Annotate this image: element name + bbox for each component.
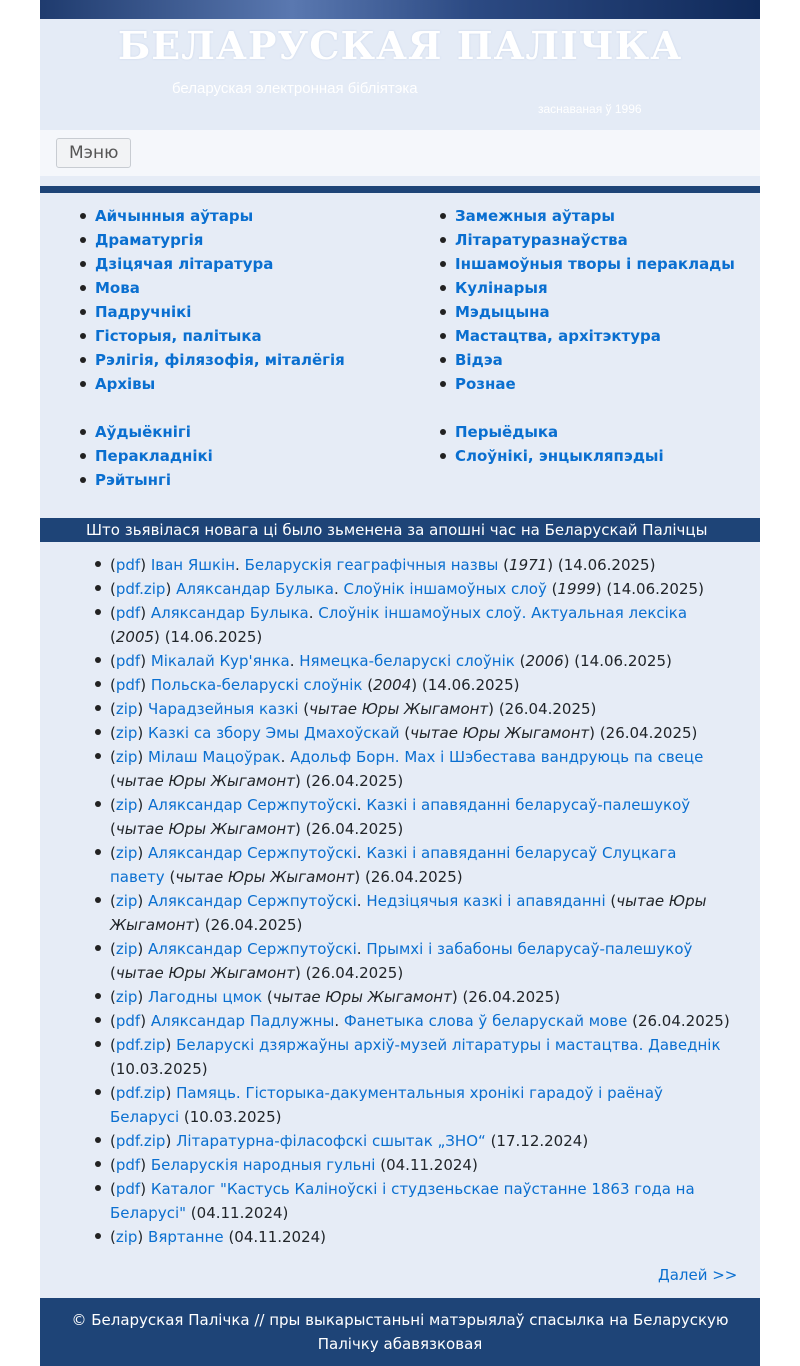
news-item: (pdf.zip) Аляксандар Булыка. Слоўнік іншамоўных слоў (1999) (14.06.2025) [110,577,735,601]
category-item [95,229,345,253]
update-date: (10.03.2025) [183,1108,282,1126]
news-item: (zip) Аляксандар Сержпутоўскі. Прымхі і забабоны беларусаў-палешукоў (чытае Юры Жыгамонт) (26.04.2025) [110,937,735,985]
category-item [455,253,735,277]
publication-year: 2005 [115,628,155,646]
update-date: (14.06.2025) [557,556,656,574]
category-list-left [95,205,345,397]
title-link[interactable]: Лагодны цмок [148,988,263,1006]
title-link[interactable]: Каталог "Кастусь Каліноўскі і студзеньскае паўстанне 1863 года на Беларусі" [110,1180,695,1222]
publication-year: 1999 [557,580,596,598]
category-item [95,469,213,493]
news-item: (pdf.zip) Памяць. Гісторыка-дакументальныя хронікі гарадоў і раёнаў Беларусі (10.03.2025) [110,1081,735,1129]
publication-year: 1971 [509,556,548,574]
author-link[interactable]: Мілаш Мацоўрак [148,748,281,766]
category-item [95,277,345,301]
news-item: (zip) Казкі са зборy Эмы Дмахоўскай (чытае Юры Жыгамонт) (26.04.2025) [110,721,735,745]
author-link[interactable]: Аляксандар Сержпутоўскі [148,796,357,814]
update-date: (26.04.2025) [305,820,404,838]
format-link[interactable]: pdf.zip [115,1036,166,1054]
title-link[interactable]: Казкі і апавяданні беларусаў Слуцкага павету [110,844,677,886]
title-link[interactable]: Чарадзейныя казкі [148,700,299,718]
news-heading: Што зьявілася новага ці было зьменена за апошні час на Беларускай Палічцы [86,521,708,539]
category-item [455,349,735,373]
reader-credit: чытае Юры Жыгамонт [272,988,452,1006]
category-item [95,205,345,229]
update-date: (26.04.2025) [365,868,463,886]
news-item: (pdf) Іван Яшкін. Беларускія геаграфічныя назвы (1971) (14.06.2025) [110,553,735,577]
format-link[interactable]: zip [115,724,138,742]
news-item: (pdf) Аляксандар Падлужны. Фанетыка слова ў беларускай мове (26.04.2025) [110,1009,735,1033]
category-item [95,445,213,469]
footer [40,1298,760,1366]
category-link[interactable]: Падручнікі [95,303,192,321]
update-date: (26.04.2025) [462,988,561,1006]
menu-button[interactable]: Мэню [56,138,131,168]
title-link[interactable]: Нямецка-беларускі слоўнік [299,652,515,670]
author-link[interactable]: Аляксандар Булыка [150,604,309,622]
update-date: (26.04.2025) [498,700,597,718]
category-link[interactable]: Літаратуразнаўства [455,231,628,249]
category-item [455,421,664,445]
title-link[interactable]: Памяць. Гісторыка-дакументальныя хронікі гарадоў і раёнаў Беларусі [110,1084,663,1126]
title-link[interactable]: Казкі і апавяданні беларусаў-палешукоў [366,796,691,814]
author-link[interactable]: Мікалай Кур'янка [150,652,290,670]
reader-credit: чытае Юры Жыгамонт [309,700,489,718]
category-link[interactable]: Іншамоўныя творы і пераклады [455,255,735,273]
news-item: (zip) Лагодны цмок (чытае Юры Жыгамонт) (26.04.2025) [110,985,735,1009]
category-link[interactable]: Рознае [455,375,516,393]
category-link[interactable]: Слоўнікі, энцыкляпэдыі [455,447,664,465]
category-link[interactable]: Перакладнікі [95,447,213,465]
category-list-left-extra [95,421,213,493]
category-link[interactable]: Гісторыя, палітыка [95,327,262,345]
title-link[interactable]: Казкі са зборy Эмы Дмахоўскай [148,724,400,742]
update-date: (10.03.2025) [110,1060,208,1078]
author-link[interactable]: Іван Яшкін [150,556,236,574]
title-link[interactable]: Беларускі дзяржаўны архіў-музей літаратуры і мастацтва. Даведнік [176,1036,721,1054]
update-date: (26.04.2025) [204,916,303,934]
category-link[interactable]: Кулінарыя [455,279,548,297]
news-item: (zip) Аляксандар Сержпутоўскі. Казкі і апавяданні беларусаў Слуцкага павету (чытае Юры Жыгамонт) (26.04.2025) [110,841,735,889]
title-link[interactable]: Літаратурна-філасофскі сшытак „ЗНО“ [176,1132,486,1150]
category-link[interactable]: Дзіцячая літаратура [95,255,274,273]
news-item: (pdf) Польска-беларускі слоўнік (2004) (14.06.2025) [110,673,735,697]
title-link[interactable]: Слоўнік іншамоўных слоў [343,580,547,598]
category-item [455,277,735,301]
update-date: (04.11.2024) [228,1228,327,1246]
title-link[interactable]: Прымхі і забабоны беларусаў-палешукоў [366,940,693,958]
title-link[interactable]: Вяртанне [148,1228,224,1246]
news-item: (zip) Аляксандар Сержпутоўскі. Недзіцячыя казкі і апавяданні (чытае Юры Жыгамонт) (26.04.2025) [110,889,735,937]
category-item [455,229,735,253]
news-item: (zip) Чарадзейныя казкі (чытае Юры Жыгамонт) (26.04.2025) [110,697,735,721]
news-heading-bar [40,518,760,542]
category-item [95,349,345,373]
page [40,0,760,1366]
update-date: (14.06.2025) [574,652,672,670]
update-date: (17.12.2024) [490,1132,589,1150]
news-list [110,553,735,1249]
category-link[interactable]: Мэдыцына [455,303,550,321]
category-link[interactable]: Замежныя аўтары [455,207,615,225]
category-link[interactable]: Мова [95,279,140,297]
news-item: (pdf) Беларускія народныя гульні (04.11.2024) [110,1153,735,1177]
format-link[interactable]: zip [115,1228,138,1246]
update-date: (04.11.2024) [190,1204,289,1222]
update-date: (14.06.2025) [421,676,520,694]
format-link[interactable]: pdf.zip [115,1132,166,1150]
author-link[interactable]: Аляксандар Сержпутоўскі [148,844,357,862]
reader-credit: чытае Юры Жыгамонт [115,820,295,838]
format-link[interactable]: pdf.zip [115,1084,166,1102]
reader-credit: чытае Юры Жыгамонт [115,772,295,790]
publication-year: 2004 [373,676,412,694]
update-date: (26.04.2025) [599,724,698,742]
author-link[interactable]: Аляксандар Сержпутоўскі [148,940,357,958]
title-link[interactable]: Слоўнік іншамоўных слоў. Актуальная лексіка [318,604,688,622]
reader-credit: чытае Юры Жыгамонт [115,964,295,982]
site-title[interactable]: БЕЛАРУСКАЯ ПАЛІЧКА [117,23,683,68]
update-date: (04.11.2024) [380,1156,478,1174]
title-link[interactable]: Польска-беларускі слоўнік [150,676,363,694]
format-link[interactable]: zip [115,940,138,958]
format-link[interactable]: pdf [115,1156,141,1174]
nav-divider [40,186,760,193]
category-item [95,373,345,397]
author-link[interactable]: Аляксандар Падлужны [150,1012,335,1030]
category-link[interactable]: Перыёдыка [455,423,559,441]
title-link[interactable]: Недзіцячыя казкі і апавяданні [366,892,606,910]
author-link[interactable]: Аляксандар Сержпутоўскі [148,892,357,910]
update-date: (26.04.2025) [305,772,404,790]
format-link[interactable]: pdf.zip [115,580,166,598]
update-date: (14.06.2025) [164,628,263,646]
format-link[interactable]: zip [115,988,138,1006]
update-date: (26.04.2025) [305,964,404,982]
format-link[interactable]: pdf [115,556,141,574]
category-item [455,445,664,469]
news-item: (pdf) Каталог "Кастусь Каліноўскі і студзеньскае паўстанне 1863 года на Беларусі" (04.11.2024) [110,1177,735,1225]
update-date: (14.06.2025) [606,580,704,598]
footer-text: © Беларуская Палічка // пры выкарыстаньні матэрыялаў спасылка на Беларускую Палічку абавязковая [71,1311,729,1353]
header-banner-strip [40,0,760,19]
category-link[interactable]: Аўдыёкнігі [95,423,191,441]
category-item [455,301,735,325]
format-link[interactable]: pdf [115,676,141,694]
founded-note: заснаваная ў 1996 [538,102,642,116]
format-link[interactable]: zip [115,892,138,910]
category-item [455,325,735,349]
format-link[interactable]: pdf [115,1012,141,1030]
category-item [455,205,735,229]
format-link[interactable]: zip [115,748,138,766]
title-link[interactable]: Беларускія народныя гульні [150,1156,376,1174]
category-link[interactable]: Рэйтынгі [95,471,171,489]
publication-year: 2006 [525,652,564,670]
format-link[interactable]: pdf [115,652,141,670]
title-link[interactable]: Фанетыка слова ў беларускай мове [343,1012,628,1030]
news-item: (pdf.zip) Літаратурна-філасофскі сшытак „ЗНО“ (17.12.2024) [110,1129,735,1153]
category-link[interactable]: Відэа [455,351,503,369]
reader-credit: чытае Юры Жыгамонт [110,892,707,934]
reader-credit: чытае Юры Жыгамонт [410,724,590,742]
category-link[interactable]: Рэлігія, філязофія, міталёгія [95,351,345,369]
update-date: (26.04.2025) [632,1012,730,1030]
category-item [95,421,213,445]
category-list-right [455,205,735,397]
category-item [95,325,345,349]
news-item: (pdf) Аляксандар Булыка. Слоўнік іншамоўных слоў. Актуальная лексіка (2005) (14.06.2025) [110,601,735,649]
category-link[interactable]: Мастацтва, архітэктура [455,327,661,345]
news-item: (pdf.zip) Беларускі дзяржаўны архіў-музей літаратуры і мастацтва. Даведнік (10.03.2025) [110,1033,735,1081]
format-link[interactable]: zip [115,700,138,718]
site-header [40,19,760,130]
more-link[interactable]: Далей >> [658,1266,738,1284]
news-item: (zip) Аляксандар Сержпутоўскі. Казкі і апавяданні беларусаў-палешукоў (чытае Юры Жыгамонт) (26.04.2025) [110,793,735,841]
format-link[interactable]: pdf [115,1180,141,1198]
category-link[interactable]: Айчынныя аўтары [95,207,254,225]
category-link[interactable]: Драматургія [95,231,204,249]
author-link[interactable]: Аляксандар Булыка [176,580,334,598]
news-item: (zip) Вяртанне (04.11.2024) [110,1225,735,1249]
news-item: (zip) Мілаш Мацоўрак. Адольф Борн. Мах і Шэбестава вандруюць па свеце (чытае Юры Жыгамонт) (26.04.2025) [110,745,735,793]
news-item: (pdf) Мікалай Кур'янка. Нямецка-беларускі слоўнік (2006) (14.06.2025) [110,649,735,673]
category-item [455,373,735,397]
title-link[interactable]: Адольф Борн. Мах і Шэбестава вандруюць па свеце [290,748,704,766]
format-link[interactable]: pdf [115,604,141,622]
category-item [95,253,345,277]
site-subtitle: беларуская электронная бібліятэка [172,80,418,97]
menu-bar [40,130,760,176]
category-item [95,301,345,325]
format-link[interactable]: zip [115,796,138,814]
category-list-right-extra [455,421,664,469]
reader-credit: чытае Юры Жыгамонт [175,868,355,886]
format-link[interactable]: zip [115,844,138,862]
title-link[interactable]: Беларускія геаграфічныя назвы [244,556,499,574]
category-link[interactable]: Архівы [95,375,156,393]
